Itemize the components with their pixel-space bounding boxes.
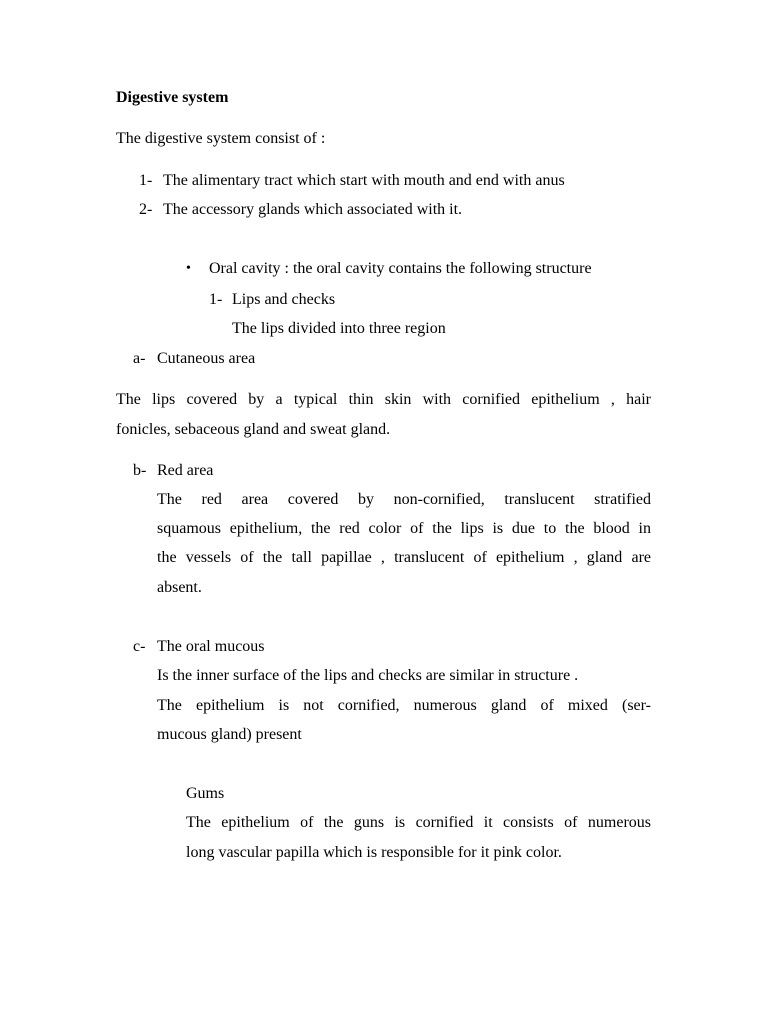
gums-line-2: long vascular papilla which is responsible for it pink color. (186, 844, 562, 861)
bullet-icon: • (186, 261, 191, 276)
region-a-letter: a- (133, 350, 146, 367)
region-c-line-3: mucous gland) present (157, 726, 302, 743)
lips-regions-note: The lips divided into three region (232, 320, 446, 337)
region-c-heading: The oral mucous (157, 638, 265, 655)
region-c-line-1: Is the inner surface of the lips and checks are similar in structure . (157, 667, 579, 684)
sublist-item-1: Lips and checks (232, 291, 336, 308)
gums-line-1: The epithelium of the guns is cornified it consists of numerous (186, 814, 651, 831)
region-c-line-2: The epithelium is not cornified, numerous gland of mixed (ser- (157, 697, 651, 714)
sublist-number-1: 1- (209, 291, 223, 308)
region-b-line-1: The red area covered by non-cornified, translucent stratified (157, 491, 651, 508)
region-b-line-3: the vessels of the tall papillae , translucent of epithelium , gland are (157, 549, 651, 566)
region-a-line-1: The lips covered by a typical thin skin with cornified epithelium , hair (116, 391, 651, 408)
region-a-line-2: fonicles, sebaceous gland and sweat gland. (116, 421, 391, 438)
region-b-line-4: absent. (157, 579, 202, 596)
region-b-heading: Red area (157, 462, 214, 479)
list-number-1: 1- (139, 172, 153, 189)
region-b-line-2: squamous epithelium, the red color of the lips is due to the blood in (157, 520, 651, 537)
list-item-2: The accessory glands which associated with it. (163, 201, 463, 218)
region-b-letter: b- (133, 462, 147, 479)
region-c-letter: c- (133, 638, 146, 655)
intro-text: The digestive system consist of : (116, 130, 326, 147)
page-title: Digestive system (116, 89, 229, 106)
oral-cavity-text: Oral cavity : the oral cavity contains the following structure (209, 260, 592, 277)
region-a-heading: Cutaneous area (157, 350, 256, 367)
list-number-2: 2- (139, 201, 153, 218)
gums-heading: Gums (186, 785, 225, 802)
list-item-1: The alimentary tract which start with mouth and end with anus (163, 172, 565, 189)
